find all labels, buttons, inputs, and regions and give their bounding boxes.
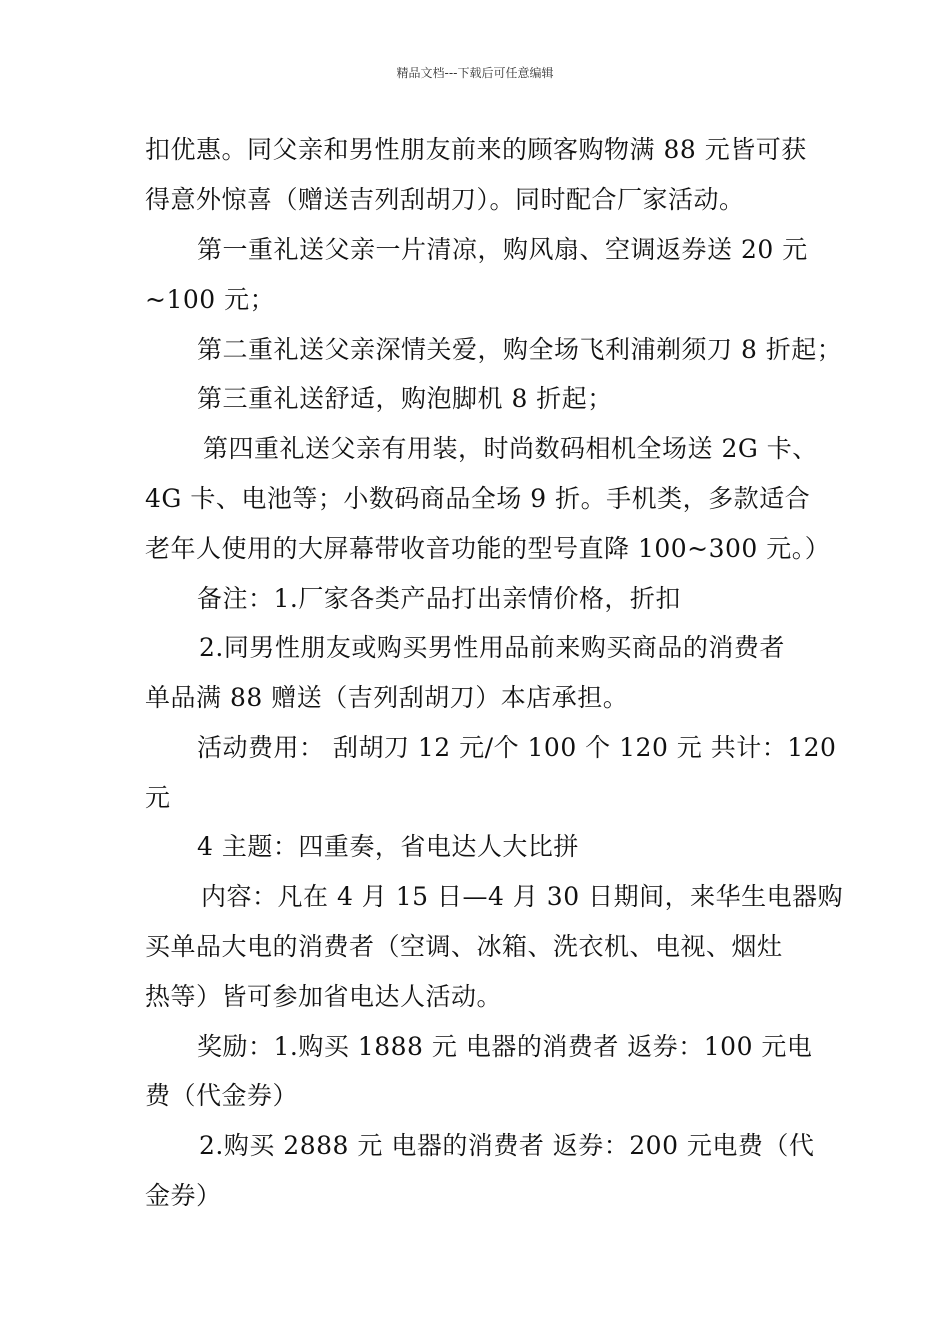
- text-line: 买单品大电的消费者（空调、冰箱、洗衣机、电视、烟灶: [145, 932, 783, 961]
- text-line: 金券）: [145, 1181, 222, 1210]
- text-line: 第四重礼送父亲有用装，时尚数码相机全场送 2G 卡、: [203, 434, 818, 463]
- text-line: 费（代金券）: [145, 1081, 299, 1110]
- text-line: 内容：凡在 4 月 15 日—4 月 30 日期间，来华生电器购: [201, 882, 844, 911]
- text-line: 老年人使用的大屏幕带收音功能的型号直降 100~300 元。）: [145, 534, 831, 563]
- text-line: 2.同男性朋友或购买男性用品前来购买商品的消费者: [199, 633, 785, 662]
- text-line: 热等）皆可参加省电达人活动。: [145, 982, 503, 1011]
- text-line: 扣优惠。同父亲和男性朋友前来的顾客购物满 88 元皆可获: [145, 135, 807, 164]
- text-line: 第三重礼送舒适，购泡脚机 8 折起；: [197, 384, 613, 413]
- text-line: 元: [145, 783, 171, 812]
- text-line: 单品满 88 赠送（吉列刮胡刀）本店承担。: [145, 683, 629, 712]
- text-line: 2.购买 2888 元 电器的消费者 返券：200 元电费（代: [199, 1131, 815, 1160]
- text-line: 得意外惊喜（赠送吉列刮胡刀）。同时配合厂家活动。: [145, 185, 745, 214]
- text-line: 4 主题：四重奏，省电达人大比拼: [197, 832, 579, 861]
- text-line: 4G 卡、电池等；小数码商品全场 9 折。手机类，多款适合: [145, 484, 811, 513]
- page-header: 精品文档---下载后可任意编辑: [396, 66, 554, 80]
- text-line: 奖励：1.购买 1888 元 电器的消费者 返券：100 元电: [197, 1032, 813, 1061]
- text-line: 第一重礼送父亲一片清凉，购风扇、空调返券送 20 元: [197, 235, 808, 264]
- text-line: 备注：1.厂家各类产品打出亲情价格，折扣: [197, 584, 681, 613]
- text-line: 第二重礼送父亲深情关爱，购全场飞利浦剃须刀 8 折起；: [197, 335, 843, 364]
- text-line: ~100 元；: [145, 285, 276, 314]
- text-line: 活动费用： 刮胡刀 12 元/个 100 个 120 元 共计：120: [197, 733, 837, 762]
